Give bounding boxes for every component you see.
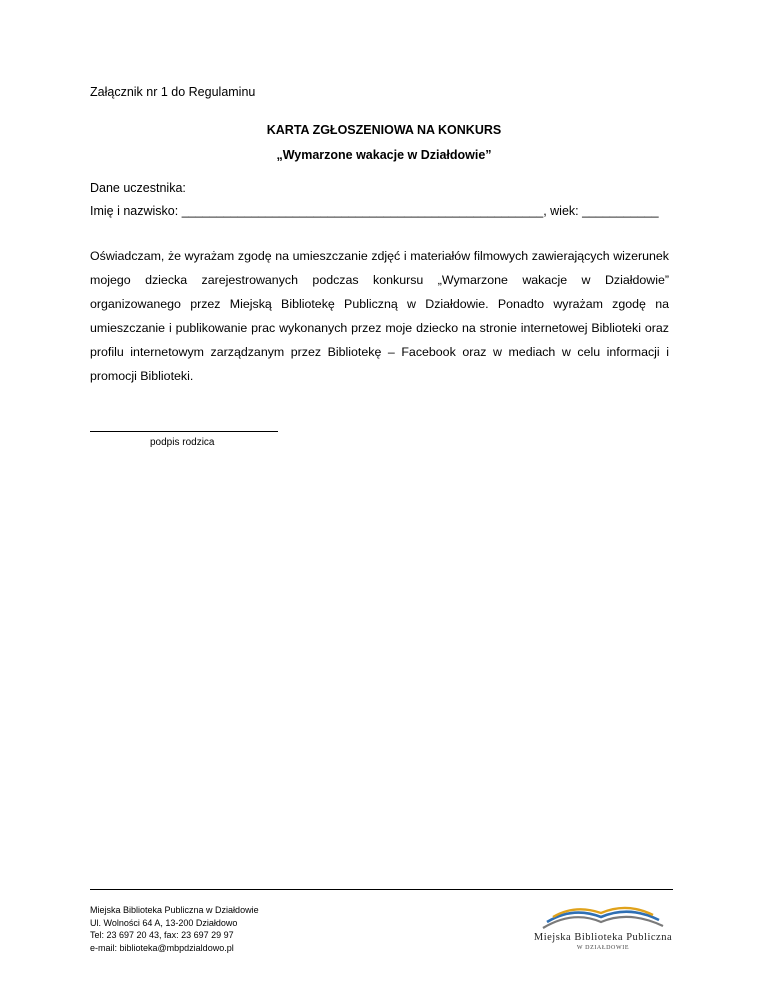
library-logo — [533, 900, 673, 970]
participant-header: Dane uczestnika: — [90, 181, 186, 195]
logo-text: Miejska Biblioteka Publiczna — [533, 932, 673, 943]
consent-statement: Oświadczam, że wyrażam zgodę na umieszczanie zdjęć i materiałów filmowych zawierających wizerunek mojego dziecka zarejestrowanych podczas konkursu „Wymarzone wakacje w Działdowie” organizowanego przez Miejską Bibliotekę Publiczną w Działdowie. Ponadto wyrażam zgodę na umieszczanie i publikowanie prac wykonanych przez moje dziecko na stronie internetowej Biblioteki oraz profilu internetowym zarządzanym przez Bibliotekę – Facebook oraz w mediach w celu informacji i promocji Biblioteki. — [90, 249, 669, 384]
form-title: KARTA ZGŁOSZENIOWA NA KONKURS — [266, 123, 502, 137]
footer-address-line: Tel: 23 697 20 43, fax: 23 697 29 97 — [90, 930, 234, 940]
footer-email: e-mail: biblioteka@mbpdzialdowo.pl — [90, 942, 234, 953]
footer-address — [90, 904, 390, 954]
contest-name: „Wymarzone wakacje w Działdowie” — [276, 148, 492, 162]
attachment-note: Załącznik nr 1 do Regulaminu — [90, 85, 256, 99]
footer-address-line: Miejska Biblioteka Publiczna w Działdowie — [90, 905, 259, 915]
signature-label: podpis rodzica — [150, 437, 215, 448]
name-age-field: Imię i nazwisko: ____________________________________________________, wiek: ___________ — [90, 204, 659, 218]
signature-line — [90, 431, 278, 432]
footer-address-line: Ul. Wolności 64 A, 13-200 Działdowo — [90, 917, 238, 928]
logo-subtext: W DZIAŁDOWIE — [576, 945, 630, 951]
footer-divider — [90, 889, 673, 890]
book-swoosh-icon — [533, 900, 673, 934]
